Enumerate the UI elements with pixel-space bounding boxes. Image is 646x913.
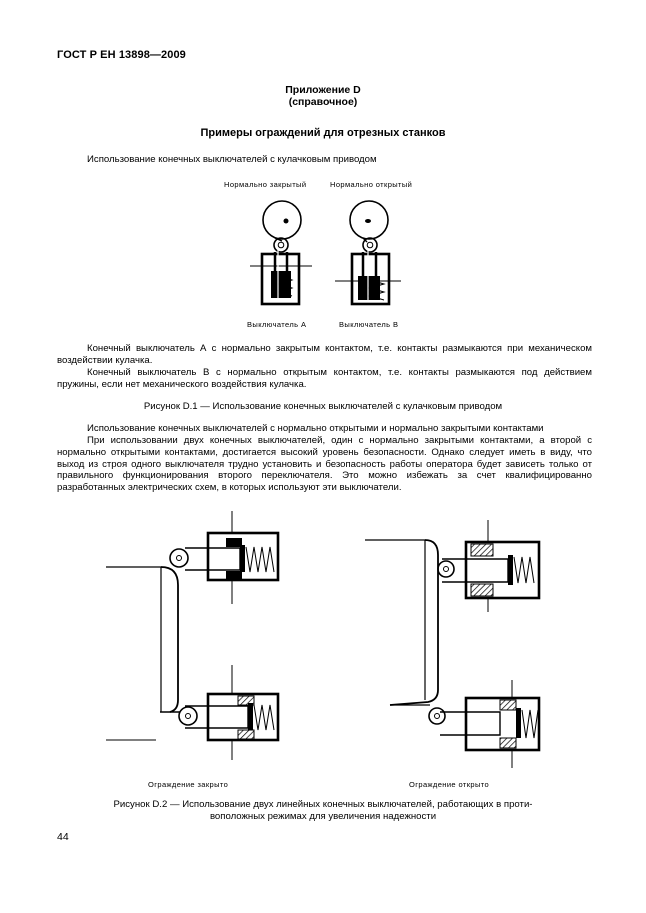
label-switch-b: Выключатель В [339, 320, 399, 329]
paragraph-intro-combined: Использование конечных выключателей с нормально открытыми и нормально закрытыми контактами [87, 423, 544, 434]
paragraph-switch-a: Конечный выключатель А с нормально закрытым контактом, т.е. контакты размыкаются при механическом воздействии кулачка. [57, 343, 592, 366]
figure-1-intro: Использование конечных выключателей с кулачковым приводом [87, 154, 377, 165]
figure-2-caption-line1: Рисунок D.2 — Использование двух линейных конечных выключателей, работающих в проти- [113, 799, 533, 810]
figure-1-caption: Рисунок D.1 — Использование конечных выключателей с кулачковым приводом [143, 401, 503, 412]
page-number: 44 [57, 831, 69, 843]
guard-open-drawing [365, 520, 539, 768]
figure-2-caption [0, 799, 646, 823]
document-header: ГОСТ Р ЕН 13898—2009 [57, 49, 186, 61]
paragraph-safety: При использовании двух конечных выключателей, один с нормально закрытыми контактами, а второй с нормально открытыми контактами, достигается высокий уровень безопасности. Однако следует иметь в виду, что выход из строя одного выключателя трудно установить и безопасность работы оператора будет зависеть только от правильного функционирования второго переключателя. Это можно избежать за счет квалифицированно разработанных электрических схем, в которых используют эти выключатели. [57, 435, 592, 494]
label-normally-closed: Нормально закрытый [224, 180, 307, 189]
label-guard-closed: Ограждение закрыто [148, 780, 229, 789]
label-switch-a: Выключатель А [247, 320, 307, 329]
guard-closed-drawing [106, 511, 278, 760]
appendix-title: Приложение D [285, 84, 361, 96]
section-title: Примеры ограждений для отрезных станков [200, 127, 446, 139]
label-guard-open: Ограждение открыто [409, 780, 490, 789]
label-normally-open: Нормально открытый [330, 180, 413, 189]
paragraph-switch-b: Конечный выключатель В с нормально открытым контактом, т.е. контакты размыкаются под действием пружины, если нет механического воздействия кулачка. [57, 367, 592, 390]
appendix-subtitle: (справочное) [288, 96, 358, 108]
figure-2-caption-line2: воположных режимах для увеличения надежности [209, 811, 437, 822]
